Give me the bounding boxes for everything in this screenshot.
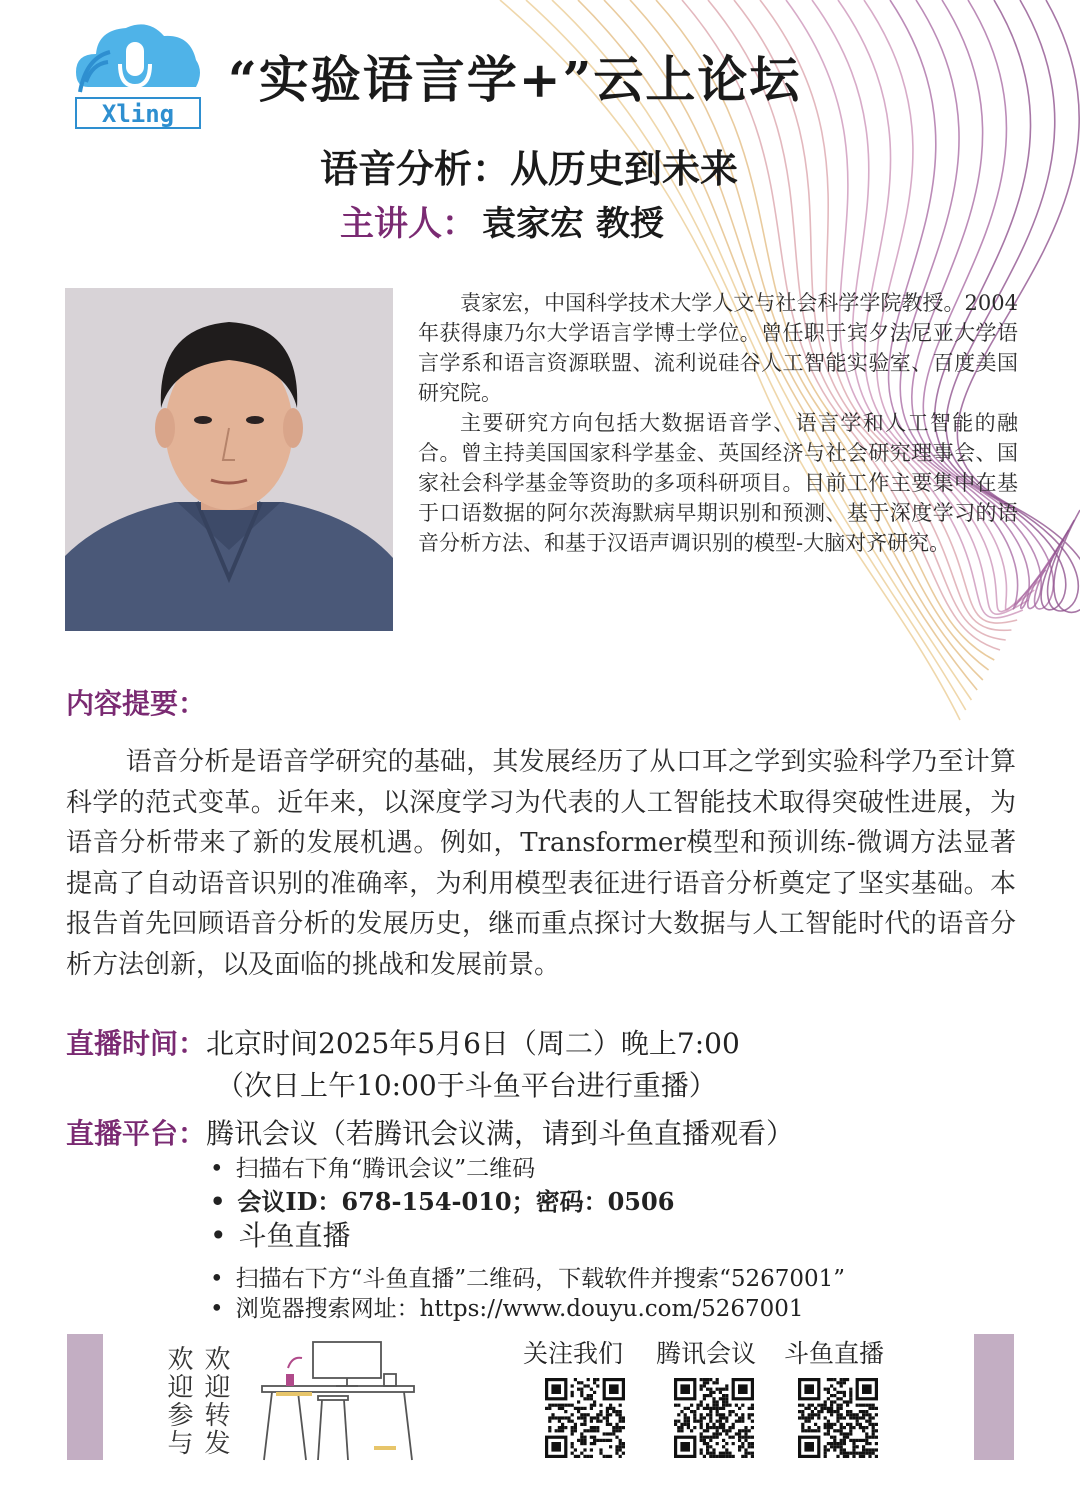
broadcast-time-label: 直播时间： xyxy=(66,1027,207,1060)
welcome-share-text: 欢迎转发 xyxy=(200,1345,230,1457)
speaker-photo xyxy=(65,288,393,631)
qr-label-tencent: 腾讯会议 xyxy=(656,1339,757,1368)
bullet-douyu-url[interactable]: • 浏览器搜索网址：https://www.douyu.com/5267001 xyxy=(210,1290,804,1323)
left-color-panel xyxy=(67,1334,103,1460)
qr-label-douyu: 斗鱼直播 xyxy=(784,1339,885,1368)
bullet-meeting-id: • 会议ID：678-154-010；密码：0506 xyxy=(210,1182,674,1217)
qr-label-follow: 关注我们 xyxy=(523,1339,624,1368)
summary-heading: 内容提要： xyxy=(66,687,207,720)
broadcast-platform-label: 直播平台： xyxy=(66,1117,207,1150)
bio-paragraph-2: 主要研究方向包括大数据语音学、语言学和人工智能的融合。曾主持美国国家科学基金、英国经济与社会研究理事会、国家社会科学基金等资助的多项科研项目。目前工作主要集中在基于口语数据的阿尔茨海默病早期识别和预测、基于深度学习的语音分析方法、和基于汉语声调识别的模型-大脑对齐研究。 xyxy=(418,411,1018,555)
bullet-scan-tencent: • 扫描右下角“腾讯会议”二维码 xyxy=(210,1150,535,1183)
bullet-scan-douyu: • 扫描右下方“斗鱼直播”二维码，下载软件并搜索“5267001” xyxy=(210,1260,845,1293)
replay-note: （次日上午10:00于斗鱼平台进行重播） xyxy=(216,1069,717,1102)
broadcast-platform xyxy=(66,1112,794,1152)
broadcast-time-value: 北京时间2025年5月6日（周二）晚上7:00 xyxy=(206,1027,740,1060)
bullet-douyu: • 斗鱼直播 xyxy=(210,1214,351,1254)
summary-text: 语音分析是语音学研究的基础，其发展经历了从口耳之学到实验科学乃至计算科学的范式变革。近年来，以深度学习为代表的人工智能技术取得突破性进展，为语音分析带来了新的发展机遇。例如，Transformer模型和预训练-微调方法显著提高了自动语音识别的准确率，为利用模型表征进行语音分析奠定了坚实基础。本报告首先回顾语音分析的发展历史，继而重点探讨大数据与人工智能时代的语音分析方法创新，以及面临的挑战和发展前景。 xyxy=(66,747,1016,980)
broadcast-time xyxy=(66,1022,740,1062)
broadcast-platform-value: 腾讯会议（若腾讯会议满，请到斗鱼直播观看） xyxy=(206,1117,795,1150)
logo-text: Xling xyxy=(101,100,175,128)
welcome-join-text: 欢迎参与 xyxy=(163,1345,193,1457)
bio-paragraph-1: 袁家宏，中国科学技术大学人文与社会科学学院教授。2004年获得康乃尔大学语言学博士学位。曾任职于宾夕法尼亚大学语言学系和语言资源联盟、流利说硅谷人工智能实验室、百度美国研究院。 xyxy=(418,291,1018,405)
speaker-line xyxy=(340,196,664,245)
speaker-name: 袁家宏 教授 xyxy=(482,204,664,244)
page-title: “实验语言学+”云上论坛 xyxy=(228,50,802,109)
talk-subtitle: 语音分析：从历史到未来 xyxy=(320,146,739,191)
qr-code-douyu[interactable] xyxy=(798,1378,878,1458)
qr-code-tencent[interactable] xyxy=(674,1378,754,1458)
xling-logo xyxy=(68,12,208,132)
desk-illustration xyxy=(258,1336,420,1462)
right-color-panel xyxy=(974,1334,1014,1460)
speaker-label: 主讲人： xyxy=(340,204,476,244)
qr-code-follow[interactable] xyxy=(545,1378,625,1458)
speaker-bio xyxy=(418,288,1018,558)
